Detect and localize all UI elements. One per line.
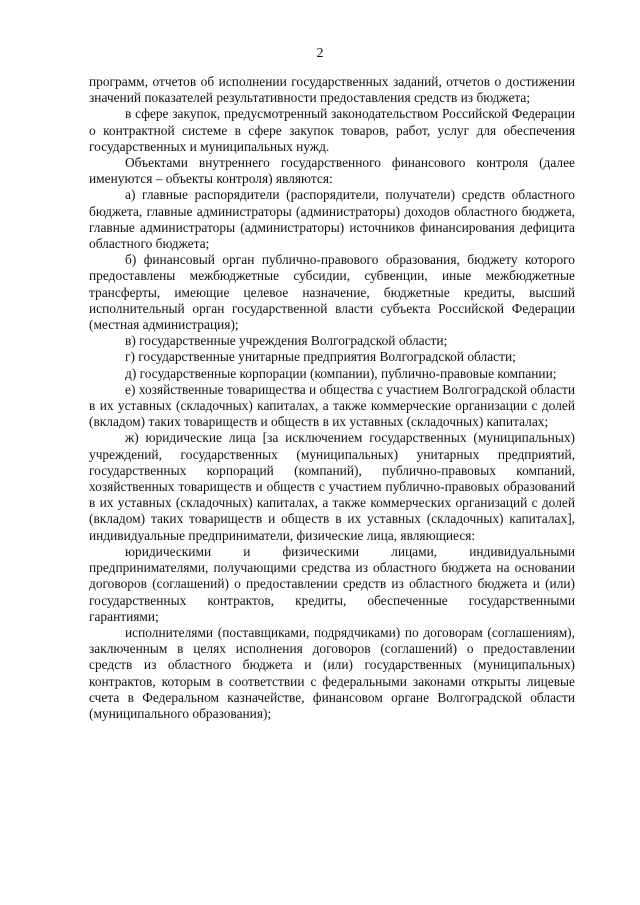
paragraph: программ, отчетов об исполнении государственных заданий, отчетов о достижении значений показателей результативности предоставления средств из бюджета; [89, 74, 575, 106]
paragraph: а) главные распорядители (распорядители, получатели) средств областного бюджета, главные администраторы (администраторы) доходов областного бюджета, главные администраторы (администраторы) источников финансирования дефицита областного бюджета; [89, 187, 575, 252]
paragraph: ж) юридические лица [за исключением государственных (муниципальных) учреждений, государственных (муниципальных) унитарных предприятий, государственных корпораций (компаний), публично-правовых компаний, хозяйственных товариществ и обществ с участием публично-правовых образований в их уставных (складочных) капиталах, а также коммерческих организаций с долей (вкладом) таких товариществ и обществ в их уставных (складочных) капиталах], индивидуальные предприниматели, физические лица, являющиеся: [89, 430, 575, 543]
paragraph: б) финансовый орган публично-правового образования, бюджету которого предоставлены межбюджетные субсидии, субвенции, иные межбюджетные трансферты, имеющие целевое назначение, бюджетные кредиты, высший исполнительный орган государственной власти субъекта Российской Федерации (местная администрация); [89, 252, 575, 333]
paragraph: в сфере закупок, предусмотренный законодательством Российской Федерации о контрактной системе в сфере закупок товаров, работ, услуг для обеспечения государственных и муниципальных нужд. [89, 106, 575, 154]
paragraph: г) государственные унитарные предприятия Волгоградской области; [125, 349, 516, 365]
page-number: 2 [316, 46, 324, 61]
paragraph: е) хозяйственные товарищества и общества с участием Волгоградской области в их уставных (складочных) капиталах, а также коммерческие организации с долей (вкладом) таких товариществ и обществ в их уставных (складочных) капиталах; [89, 381, 575, 430]
paragraph: д) государственные корпорации (компании), публично-правовые компании; [125, 365, 557, 381]
paragraph: исполнителями (поставщиками, подрядчиками) по договорам (соглашениям), заключенным в целях исполнения договоров (соглашений) о предоставлении средств из областного бюджета и (или) государственных (муниципальных) контрактов, которым в соответствии с федеральными законами открыты лицевые счета в Федеральном казначействе, финансовом органе Волгоградской области (муниципального образования); [89, 624, 575, 721]
paragraph: Объектами внутреннего государственного финансового контроля (далее именуются – объекты контроля) являются: [89, 155, 575, 187]
paragraph: юридическими и физическими лицами, индивидуальными предпринимателями, получающими средства из областного бюджета на основании договоров (соглашений) о предоставлении средств из областного бюджета и (или) государственных контрактов, кредиты, обеспеченные государственными гарантиями; [89, 543, 575, 624]
paragraph: в) государственные учреждения Волгоградской области; [125, 333, 448, 349]
document-text [89, 74, 575, 722]
